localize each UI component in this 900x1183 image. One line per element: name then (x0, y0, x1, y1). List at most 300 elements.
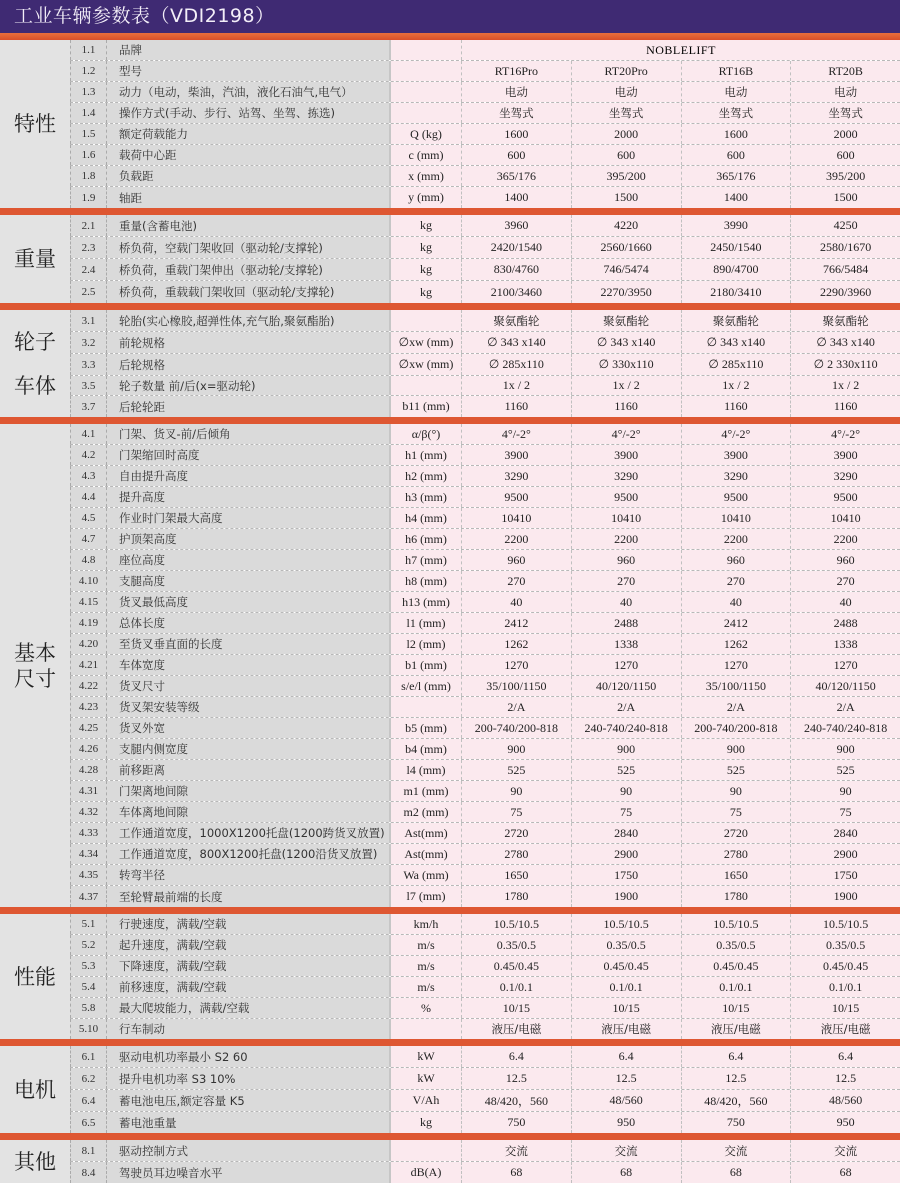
value-cell-rt16b: 48/420，560 (682, 1090, 792, 1111)
value-cell-rt20b: 960 (791, 550, 900, 570)
value-cell-rt16pro: 9500 (462, 487, 572, 507)
value-cell-rt16b: 6.4 (682, 1046, 792, 1067)
value-cell-rt16b: 1780 (682, 886, 792, 907)
table-row (70, 571, 900, 592)
value-cell-rt16b: 35/100/1150 (682, 676, 792, 696)
parameter-unit: kW (391, 1068, 462, 1089)
value-cell-rt16b: 液压/电磁 (682, 1019, 792, 1039)
value-cell-rt20pro: 68 (572, 1162, 682, 1183)
parameter-name: 驱动控制方式 (107, 1140, 391, 1161)
value-cell-rt20pro: 1338 (572, 634, 682, 654)
value-cell-rt16pro: 坐驾式 (462, 103, 572, 123)
value-cell-rt20b: 2488 (791, 613, 900, 633)
parameter-name: 桥负荷，重载载门架收回（驱动轮/支撑轮) (107, 281, 391, 303)
value-cell-rt20pro: 2270/3950 (572, 281, 682, 303)
value-cell-rt20b: 2840 (791, 823, 900, 843)
value-cell-rt20pro: 40 (572, 592, 682, 612)
row-number: 3.2 (70, 332, 107, 353)
table-row (70, 466, 900, 487)
value-cell-rt20pro: 10/15 (572, 998, 682, 1018)
value-cell-rt16pro: 3290 (462, 466, 572, 486)
value-cell-rt16pro: 40 (462, 592, 572, 612)
value-cell-rt20b: 4250 (791, 215, 900, 236)
table-row (70, 1046, 900, 1068)
value-cell-rt16b: 1x / 2 (682, 376, 792, 395)
row-number: 4.26 (70, 739, 107, 759)
value-cell-rt20pro: 2900 (572, 844, 682, 864)
parameter-name: 型号 (107, 61, 391, 81)
value-cell-rt20b: 10410 (791, 508, 900, 528)
value-cell-rt20pro: 240-740/240-818 (572, 718, 682, 738)
value-cell-rt20pro: 2840 (572, 823, 682, 843)
value-cell-rt20pro: 电动 (572, 82, 682, 102)
parameter-name: 最大爬坡能力，满载/空载 (107, 998, 391, 1018)
value-cell-rt16b: 1650 (682, 865, 792, 885)
parameter-name: 蓄电池电压,额定容量 K5 (107, 1090, 391, 1111)
parameter-name: 行驶速度，满载/空载 (107, 914, 391, 934)
value-cell-rt20b: 1900 (791, 886, 900, 907)
value-cell-rt16pro: 1262 (462, 634, 572, 654)
parameter-unit (391, 82, 462, 102)
value-cell-rt20pro: 2200 (572, 529, 682, 549)
row-number: 4.10 (70, 571, 107, 591)
value-cell-rt16pro: 2412 (462, 613, 572, 633)
value-cell-rt20pro: 746/5474 (572, 259, 682, 280)
table-row (70, 676, 900, 697)
parameter-name: 后轮规格 (107, 354, 391, 375)
row-number: 4.35 (70, 865, 107, 885)
value-cell-rt20b: 10/15 (791, 998, 900, 1018)
parameter-unit: m/s (391, 935, 462, 955)
parameter-name: 座位高度 (107, 550, 391, 570)
value-cell-rt16b: 2780 (682, 844, 792, 864)
value-cell-rt16pro: 1400 (462, 187, 572, 208)
section-group-label (0, 215, 70, 303)
parameter-name: 蓄电池重量 (107, 1112, 391, 1133)
value-cell-rt16pro: RT16Pro (462, 61, 572, 81)
parameter-unit: b11 (mm) (391, 396, 462, 417)
value-cell-rt16b: 890/4700 (682, 259, 792, 280)
table-row (70, 259, 900, 281)
parameter-unit (391, 376, 462, 395)
value-cell-rt16pro: 960 (462, 550, 572, 570)
value-cell-rt16pro: 0.45/0.45 (462, 956, 572, 976)
parameter-name: 货叉外宽 (107, 718, 391, 738)
value-cell-rt20pro: 0.45/0.45 (572, 956, 682, 976)
parameter-unit: ∅xw (mm) (391, 354, 462, 375)
row-number: 5.1 (70, 914, 107, 934)
group-label-text: 轮子 (14, 329, 56, 354)
value-cell-rt20pro: 75 (572, 802, 682, 822)
parameter-name: 驱动电机功率最小 S2 60 (107, 1046, 391, 1067)
row-number: 4.4 (70, 487, 107, 507)
parameter-unit: dB(A) (391, 1162, 462, 1183)
parameter-unit: m/s (391, 956, 462, 976)
row-number: 4.15 (70, 592, 107, 612)
value-cell-rt16pro: 6.4 (462, 1046, 572, 1067)
table-row (70, 508, 900, 529)
parameter-name: 支腿内侧宽度 (107, 739, 391, 759)
table-row (70, 1090, 900, 1112)
row-number: 2.1 (70, 215, 107, 236)
table-row (70, 124, 900, 145)
value-cell-rt16pro: 48/420，560 (462, 1090, 572, 1111)
parameter-unit: l2 (mm) (391, 634, 462, 654)
section-separator (0, 907, 900, 914)
row-number: 3.7 (70, 396, 107, 417)
table-row (70, 82, 900, 103)
value-cell-rt20b: 2000 (791, 124, 900, 144)
brand-name: NOBLELIFT (462, 40, 900, 60)
value-cell-rt20b: 电动 (791, 82, 900, 102)
parameter-name: 门架、货叉-前/后倾角 (107, 424, 391, 444)
value-cell-rt16b: 270 (682, 571, 792, 591)
parameter-name: 门架缩回时高度 (107, 445, 391, 465)
parameter-unit (391, 310, 462, 331)
row-number: 4.22 (70, 676, 107, 696)
value-cell-rt20pro: 2000 (572, 124, 682, 144)
value-cell-rt16b: 交流 (682, 1140, 792, 1161)
value-cell-rt20pro: ∅ 330x110 (572, 354, 682, 375)
value-cell-rt16pro: 830/4760 (462, 259, 572, 280)
parameter-name: 至货叉垂直面的长度 (107, 634, 391, 654)
row-number: 4.7 (70, 529, 107, 549)
parameter-unit: Ast(mm) (391, 823, 462, 843)
section-group-label (0, 40, 70, 208)
table-row (70, 739, 900, 760)
parameter-name: 轮胎(实心橡胶,超弹性体,充气胎,聚氨酯胎) (107, 310, 391, 331)
value-cell-rt20b: 4°/-2° (791, 424, 900, 444)
value-cell-rt20pro: 2/A (572, 697, 682, 717)
parameter-unit: km/h (391, 914, 462, 934)
parameter-name: 载荷中心距 (107, 145, 391, 165)
row-number: 2.4 (70, 259, 107, 280)
row-number: 4.34 (70, 844, 107, 864)
value-cell-rt16pro: ∅ 343 x140 (462, 332, 572, 353)
parameter-name: 行车制动 (107, 1019, 391, 1039)
value-cell-rt20b: 1500 (791, 187, 900, 208)
parameter-unit: l7 (mm) (391, 886, 462, 907)
parameter-unit (391, 40, 462, 60)
table-row (70, 187, 900, 208)
value-cell-rt16pro: 12.5 (462, 1068, 572, 1089)
parameter-name: 桥负荷，重载门架伸出（驱动轮/支撑轮) (107, 259, 391, 280)
row-number: 4.5 (70, 508, 107, 528)
spec-section (0, 310, 900, 417)
value-cell-rt20b: 坐驾式 (791, 103, 900, 123)
section-group-label (0, 1140, 70, 1183)
parameter-unit: h6 (mm) (391, 529, 462, 549)
parameter-unit: s/e/l (mm) (391, 676, 462, 696)
value-cell-rt20b: 525 (791, 760, 900, 780)
value-cell-rt20pro: 液压/电磁 (572, 1019, 682, 1039)
parameter-name: 工作通道宽度，800X1200托盘(1200沿货叉放置) (107, 844, 391, 864)
parameter-name: 后轮轮距 (107, 396, 391, 417)
value-cell-rt16pro: 1650 (462, 865, 572, 885)
value-cell-rt20pro: 12.5 (572, 1068, 682, 1089)
value-cell-rt16b: 68 (682, 1162, 792, 1183)
value-cell-rt16b: 3990 (682, 215, 792, 236)
parameter-name: 动力（电动，柴油，汽油，液化石油气,电气） (107, 82, 391, 102)
row-number: 1.9 (70, 187, 107, 208)
table-row (70, 376, 900, 396)
value-cell-rt16pro: 电动 (462, 82, 572, 102)
value-cell-rt16b: 525 (682, 760, 792, 780)
row-number: 3.3 (70, 354, 107, 375)
value-cell-rt16b: 960 (682, 550, 792, 570)
table-row (70, 396, 900, 417)
table-row (70, 998, 900, 1019)
value-cell-rt20pro: 600 (572, 145, 682, 165)
table-row (70, 977, 900, 998)
value-cell-rt20pro: 0.1/0.1 (572, 977, 682, 997)
value-cell-rt16pro: 1600 (462, 124, 572, 144)
parameter-name: 货叉尺寸 (107, 676, 391, 696)
value-cell-rt16b: RT16B (682, 61, 792, 81)
value-cell-rt16pro: 525 (462, 760, 572, 780)
parameter-unit: Ast(mm) (391, 844, 462, 864)
row-number: 1.5 (70, 124, 107, 144)
section-separator (0, 1133, 900, 1140)
value-cell-rt20b: 240-740/240-818 (791, 718, 900, 738)
parameter-name: 车体离地间隙 (107, 802, 391, 822)
parameter-name: 提升电机功率 S3 10% (107, 1068, 391, 1089)
parameter-name: 下降速度，满载/空载 (107, 956, 391, 976)
table-row (70, 445, 900, 466)
group-label-text: 电机 (14, 1077, 56, 1102)
group-label-text: 基本 (14, 640, 56, 665)
row-number: 2.3 (70, 237, 107, 258)
value-cell-rt20pro: 1270 (572, 655, 682, 675)
parameter-unit: α/β(°) (391, 424, 462, 444)
value-cell-rt16pro: 0.1/0.1 (462, 977, 572, 997)
spec-section (0, 40, 900, 208)
row-number: 4.20 (70, 634, 107, 654)
section-group-label (0, 914, 70, 1039)
value-cell-rt16pro: 200-740/200-818 (462, 718, 572, 738)
row-number: 1.8 (70, 166, 107, 186)
value-cell-rt20b: 聚氨酯轮 (791, 310, 900, 331)
value-cell-rt20b: ∅ 2 330x110 (791, 354, 900, 375)
value-cell-rt16b: 2200 (682, 529, 792, 549)
value-cell-rt20pro: 3900 (572, 445, 682, 465)
table-row (70, 718, 900, 739)
row-number: 5.2 (70, 935, 107, 955)
value-cell-rt20b: 1270 (791, 655, 900, 675)
value-cell-rt20pro: 9500 (572, 487, 682, 507)
value-cell-rt20b: 40 (791, 592, 900, 612)
parameter-unit: Wa (mm) (391, 865, 462, 885)
parameter-name: 自由提升高度 (107, 466, 391, 486)
parameter-unit: x (mm) (391, 166, 462, 186)
parameter-unit: kg (391, 259, 462, 280)
value-cell-rt16pro: 365/176 (462, 166, 572, 186)
value-cell-rt16pro: 90 (462, 781, 572, 801)
value-cell-rt16pro: 10.5/10.5 (462, 914, 572, 934)
parameter-unit: V/Ah (391, 1090, 462, 1111)
table-row (70, 215, 900, 237)
parameter-name: 起升速度，满载/空载 (107, 935, 391, 955)
parameter-name: 货叉架安装等级 (107, 697, 391, 717)
row-number: 1.4 (70, 103, 107, 123)
table-row (70, 310, 900, 332)
value-cell-rt16b: ∅ 343 x140 (682, 332, 792, 353)
parameter-name: 桥负荷，空载门架收回（驱动轮/支撑轮) (107, 237, 391, 258)
parameter-unit: kg (391, 281, 462, 303)
row-number: 4.2 (70, 445, 107, 465)
parameter-unit: h7 (mm) (391, 550, 462, 570)
parameter-name: 工作通道宽度，1000X1200托盘(1200跨货叉放置) (107, 823, 391, 843)
value-cell-rt16pro: 2720 (462, 823, 572, 843)
value-cell-rt16b: 1600 (682, 124, 792, 144)
value-cell-rt16pro: 3900 (462, 445, 572, 465)
value-cell-rt20pro: 48/560 (572, 1090, 682, 1111)
parameter-unit (391, 1019, 462, 1039)
group-label-text: 特性 (14, 112, 56, 136)
row-number: 4.8 (70, 550, 107, 570)
row-number: 4.3 (70, 466, 107, 486)
value-cell-rt20pro: 270 (572, 571, 682, 591)
table-row (70, 914, 900, 935)
value-cell-rt20pro: ∅ 343 x140 (572, 332, 682, 353)
table-row (70, 61, 900, 82)
row-number: 4.31 (70, 781, 107, 801)
value-cell-rt20b: 交流 (791, 1140, 900, 1161)
value-cell-rt20pro: 4°/-2° (572, 424, 682, 444)
row-number: 6.1 (70, 1046, 107, 1067)
value-cell-rt20pro: 0.35/0.5 (572, 935, 682, 955)
section-group-label (0, 1046, 70, 1133)
value-cell-rt20pro: 2488 (572, 613, 682, 633)
parameter-name: 品牌 (107, 40, 391, 60)
value-cell-rt20b: 900 (791, 739, 900, 759)
parameter-name: 门架离地间隙 (107, 781, 391, 801)
parameter-name: 轮子数量 前/后(x=驱动轮) (107, 376, 391, 395)
value-cell-rt16b: 2720 (682, 823, 792, 843)
parameter-unit: h8 (mm) (391, 571, 462, 591)
table-row (70, 237, 900, 259)
value-cell-rt16pro: 68 (462, 1162, 572, 1183)
value-cell-rt20pro: 6.4 (572, 1046, 682, 1067)
value-cell-rt16b: 75 (682, 802, 792, 822)
value-cell-rt20pro: 1750 (572, 865, 682, 885)
row-number: 4.28 (70, 760, 107, 780)
value-cell-rt16pro: 2100/3460 (462, 281, 572, 303)
value-cell-rt20pro: 90 (572, 781, 682, 801)
value-cell-rt20pro: 395/200 (572, 166, 682, 186)
table-row (70, 956, 900, 977)
row-number: 4.23 (70, 697, 107, 717)
value-cell-rt16b: 3290 (682, 466, 792, 486)
table-row (70, 166, 900, 187)
parameter-unit: b5 (mm) (391, 718, 462, 738)
value-cell-rt20b: 液压/电磁 (791, 1019, 900, 1039)
value-cell-rt16pro: 10410 (462, 508, 572, 528)
value-cell-rt16b: 12.5 (682, 1068, 792, 1089)
row-number: 3.1 (70, 310, 107, 331)
value-cell-rt20b: 766/5484 (791, 259, 900, 280)
table-row (70, 550, 900, 571)
value-cell-rt16pro: 2/A (462, 697, 572, 717)
parameter-name: 前轮规格 (107, 332, 391, 353)
table-row (70, 655, 900, 676)
table-row (70, 886, 900, 907)
value-cell-rt16b: 10.5/10.5 (682, 914, 792, 934)
value-cell-rt20b: 90 (791, 781, 900, 801)
value-cell-rt20b: 2200 (791, 529, 900, 549)
value-cell-rt16pro: 600 (462, 145, 572, 165)
parameter-name: 作业时门架最大高度 (107, 508, 391, 528)
value-cell-rt16pro: 1160 (462, 396, 572, 417)
value-cell-rt20b: 270 (791, 571, 900, 591)
value-cell-rt16b: 9500 (682, 487, 792, 507)
parameter-unit: kW (391, 1046, 462, 1067)
row-number: 4.32 (70, 802, 107, 822)
row-number: 4.19 (70, 613, 107, 633)
value-cell-rt20pro: 2560/1660 (572, 237, 682, 258)
row-number: 6.2 (70, 1068, 107, 1089)
table-row (70, 697, 900, 718)
section-separator (0, 417, 900, 424)
table-row (70, 865, 900, 886)
parameter-unit: Q (kg) (391, 124, 462, 144)
value-cell-rt20b: 600 (791, 145, 900, 165)
value-cell-rt20pro: 交流 (572, 1140, 682, 1161)
value-cell-rt16pro: 聚氨酯轮 (462, 310, 572, 331)
row-number: 5.8 (70, 998, 107, 1018)
row-number: 6.5 (70, 1112, 107, 1133)
value-cell-rt20b: 395/200 (791, 166, 900, 186)
value-cell-rt16b: 0.1/0.1 (682, 977, 792, 997)
value-cell-rt16pro: 交流 (462, 1140, 572, 1161)
value-cell-rt16b: 1270 (682, 655, 792, 675)
parameter-unit (391, 61, 462, 81)
value-cell-rt20b: 0.1/0.1 (791, 977, 900, 997)
group-label-text: 其他 (14, 1149, 56, 1174)
parameter-unit: m1 (mm) (391, 781, 462, 801)
parameter-unit: m2 (mm) (391, 802, 462, 822)
value-cell-rt16pro: 1270 (462, 655, 572, 675)
parameter-unit: y (mm) (391, 187, 462, 208)
value-cell-rt20b: 10.5/10.5 (791, 914, 900, 934)
value-cell-rt20pro: 950 (572, 1112, 682, 1133)
value-cell-rt20pro: 聚氨酯轮 (572, 310, 682, 331)
value-cell-rt16b: 10/15 (682, 998, 792, 1018)
row-number: 6.4 (70, 1090, 107, 1111)
parameter-unit: m/s (391, 977, 462, 997)
value-cell-rt20b: 1160 (791, 396, 900, 417)
value-cell-rt20b: ∅ 343 x140 (791, 332, 900, 353)
value-cell-rt16pro: 1780 (462, 886, 572, 907)
value-cell-rt20pro: 1900 (572, 886, 682, 907)
table-row (70, 424, 900, 445)
value-cell-rt16pro: 2780 (462, 844, 572, 864)
value-cell-rt20b: 6.4 (791, 1046, 900, 1067)
row-number: 8.4 (70, 1162, 107, 1183)
parameter-unit (391, 103, 462, 123)
value-cell-rt16b: 2450/1540 (682, 237, 792, 258)
page-title-bar (0, 0, 900, 33)
value-cell-rt20b: 1750 (791, 865, 900, 885)
parameter-unit: l1 (mm) (391, 613, 462, 633)
value-cell-rt16b: 2180/3410 (682, 281, 792, 303)
row-number: 4.33 (70, 823, 107, 843)
value-cell-rt16pro: 750 (462, 1112, 572, 1133)
spec-section (0, 1140, 900, 1183)
value-cell-rt20pro: 1x / 2 (572, 376, 682, 395)
parameter-name: 前移速度，满载/空载 (107, 977, 391, 997)
value-cell-rt16pro: 0.35/0.5 (462, 935, 572, 955)
